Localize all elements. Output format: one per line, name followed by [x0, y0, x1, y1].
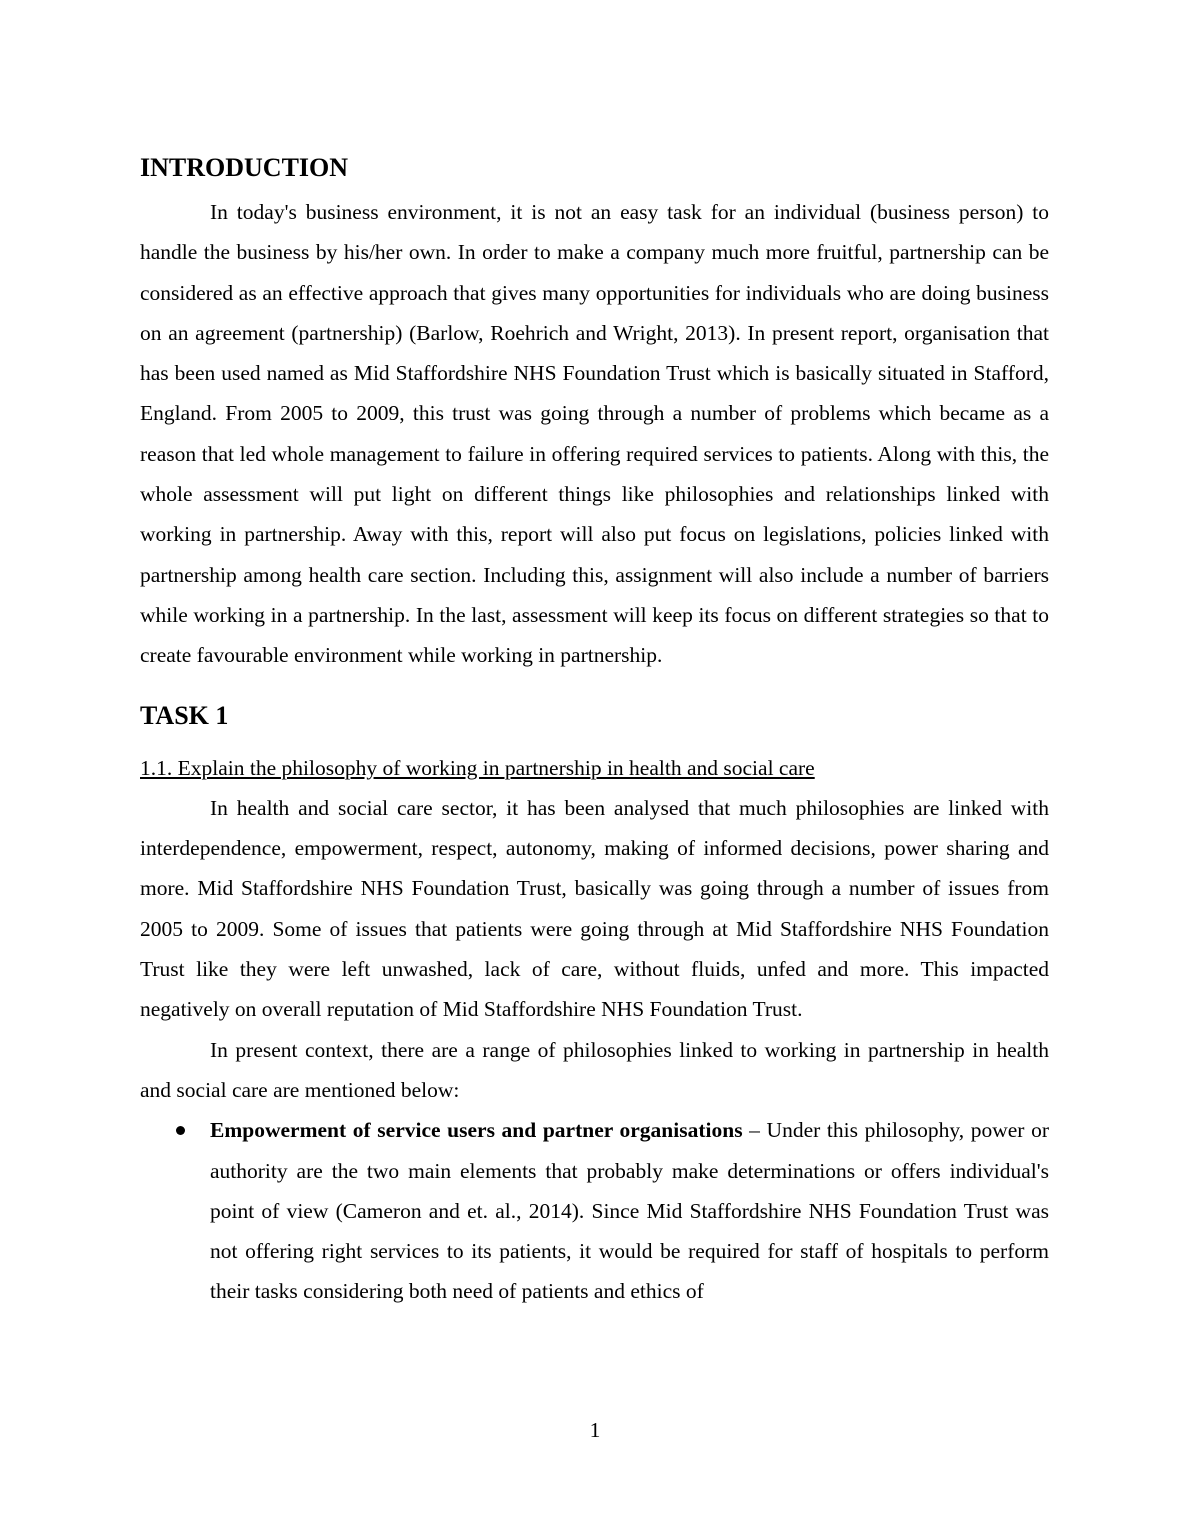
introduction-heading: INTRODUCTION — [140, 153, 349, 182]
bullet-icon — [176, 1126, 185, 1135]
introduction-paragraph: In today's business environment, it is not an easy task for an individual (business person) to handle the business by his/her own. In order to make a company much more fruitful, partnership can be considered as an effective approach that gives many opportunities for individuals who are doing business on an agreement (partnership) (Barlow, Roehrich and Wright, 2013). In present report, organisation that has been used named as Mid Staffordshire NHS Foundation Trust which is basically situated in Stafford, England. From 2005 to 2009, this trust was going through a number of problems which became as a reason that led whole management to failure in offering required services to patients. Along with this, the whole assessment will put light on different things like philosophies and relationships linked with working in partnership. Away with this, report will also put focus on legislations, policies linked with partnership among health care section. Including this, assignment will also include a number of barriers while working in a partnership. In the last, assessment will keep its focus on different strategies so that to create favourable environment while working in partnership. — [140, 200, 1049, 668]
body-paragraph: In health and social care sector, it has been analysed that much philosophies are linked with interdependence, empowerment, respect, autonomy, making of informed decisions, power sharing and more. Mid Staffordshire NHS Foundation Trust, basically was going through a number of issues from 2005 to 2009. Some of issues that patients were going through at Mid Staffordshire NHS Foundation Trust like they were left unwashed, lack of care, without fluids, unfed and more. This impacted negatively on overall reputation of Mid Staffordshire NHS Foundation Trust. — [140, 795, 1049, 1022]
philosophy-list — [140, 1110, 1049, 1311]
section-1-1-subheading: 1.1. Explain the philosophy of working in partnership in health and social care — [140, 755, 815, 780]
bullet-text: – Under this philosophy, power or authority are the two main elements that probably make determinations or offers individual's point of view (Cameron and et. al., 2014). Since Mid Staffordshire NHS Foundation Trust was not offering right services to its patients, it would be required for staff of hospitals to perform their tasks considering both need of patients and ethics of — [210, 1118, 1049, 1304]
document-page — [140, 150, 1049, 1312]
page-number: 1 — [589, 1418, 601, 1442]
task-1-heading: TASK 1 — [140, 700, 229, 730]
bullet-term: Empowerment of service users and partner organisations — [210, 1118, 743, 1143]
body-paragraph: In present context, there are a range of philosophies linked to working in partnership in health and social care are mentioned below: — [140, 1037, 1049, 1102]
list-item — [140, 1110, 1049, 1311]
